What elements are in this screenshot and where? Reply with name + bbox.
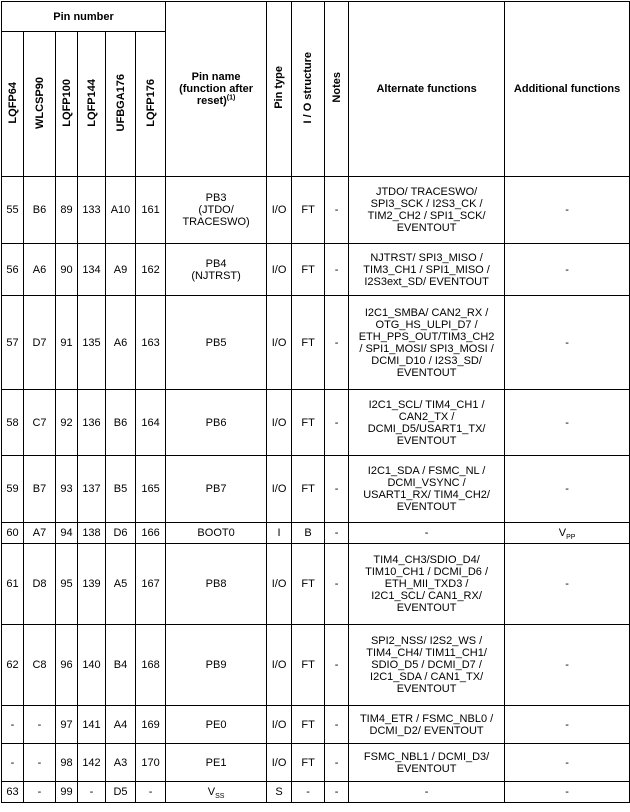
cell-pin-name: PB3 (JTDO/ TRACESWO) (166, 177, 267, 244)
cell-lqfp64: 56 (2, 244, 24, 296)
cell-lqfp144: 139 (78, 544, 106, 625)
cell-lqfp64: 63 (2, 782, 24, 803)
cell-alternate-functions: I2C1_SDA / FSMC_NL / DCMI_VSYNC / USART1_RX/ TIM4_CH2/ EVENTOUT (349, 456, 505, 523)
cell-io-structure: B (292, 523, 325, 544)
cell-pin-name: PB4 (NJTRST) (166, 244, 267, 296)
cell-ufbga176: A4 (106, 706, 136, 744)
cell-lqfp100: 95 (56, 544, 78, 625)
cell-wlcsp90: D8 (24, 544, 56, 625)
cell-lqfp176: 162 (136, 244, 166, 296)
cell-lqfp144: 136 (78, 390, 106, 456)
cell-ufbga176: A5 (106, 544, 136, 625)
cell-notes: - (325, 744, 349, 782)
cell-additional-functions: - (505, 390, 630, 456)
cell-alternate-functions: FSMC_NBL1 / DCMI_D3/ EVENTOUT (349, 744, 505, 782)
cell-pin-name: PE1 (166, 744, 267, 782)
cell-alternate-functions: NJTRST/ SPI3_MISO / TIM3_CH1 / SPI1_MISO / I2S3ext_SD/ EVENTOUT (349, 244, 505, 296)
package-header-lqfp176: LQFP176 (136, 32, 166, 177)
cell-wlcsp90: A6 (24, 244, 56, 296)
cell-notes: - (325, 523, 349, 544)
cell-io-structure: FT (292, 296, 325, 390)
cell-lqfp100: 91 (56, 296, 78, 390)
package-header-wlcsp90: WLCSP90 (24, 32, 56, 177)
cell-lqfp100: 93 (56, 456, 78, 523)
cell-lqfp64: 57 (2, 296, 24, 390)
cell-io-structure: FT (292, 177, 325, 244)
cell-additional-functions: - (505, 744, 630, 782)
cell-pin-type: I/O (267, 244, 292, 296)
table-row (2, 296, 630, 390)
cell-lqfp144: 133 (78, 177, 106, 244)
cell-notes: - (325, 296, 349, 390)
notes-header: Notes (325, 2, 349, 177)
cell-io-structure: - (292, 782, 325, 803)
cell-ufbga176: B5 (106, 456, 136, 523)
cell-lqfp100: 99 (56, 782, 78, 803)
cell-ufbga176: A9 (106, 244, 136, 296)
cell-wlcsp90: C8 (24, 625, 56, 706)
table-row (2, 706, 630, 744)
cell-pin-type: I/O (267, 177, 292, 244)
cell-alternate-functions: TIM4_CH3/SDIO_D4/ TIM10_CH1 / DCMI_D6 / ETH_MII_TXD3 / I2C1_SCL/ CAN1_RX/ EVENTOUT (349, 544, 505, 625)
cell-wlcsp90: B6 (24, 177, 56, 244)
cell-wlcsp90: - (24, 782, 56, 803)
package-header-lqfp100: LQFP100 (56, 32, 78, 177)
cell-pin-name: PB7 (166, 456, 267, 523)
cell-pin-type: I/O (267, 390, 292, 456)
cell-lqfp64: 59 (2, 456, 24, 523)
cell-io-structure: FT (292, 706, 325, 744)
cell-lqfp176: 167 (136, 544, 166, 625)
cell-lqfp144: 141 (78, 706, 106, 744)
pin-name-header: Pin name (function after reset)$^{(1)}$ (166, 2, 267, 177)
cell-pin-name: PB8 (166, 544, 267, 625)
cell-ufbga176: A10 (106, 177, 136, 244)
pin-type-header: Pin type (267, 2, 292, 177)
cell-pin-name: PB6 (166, 390, 267, 456)
table-row (2, 390, 630, 456)
cell-lqfp176: 170 (136, 744, 166, 782)
cell-notes: - (325, 706, 349, 744)
cell-wlcsp90: - (24, 744, 56, 782)
table-row (2, 244, 630, 296)
table-row (2, 177, 630, 244)
cell-lqfp144: 137 (78, 456, 106, 523)
cell-lqfp176: 166 (136, 523, 166, 544)
cell-wlcsp90: B7 (24, 456, 56, 523)
cell-io-structure: FT (292, 456, 325, 523)
cell-pin-name: PB5 (166, 296, 267, 390)
cell-ufbga176: D5 (106, 782, 136, 803)
cell-lqfp176: 168 (136, 625, 166, 706)
cell-ufbga176: A3 (106, 744, 136, 782)
cell-pin-type: I/O (267, 544, 292, 625)
cell-notes: - (325, 390, 349, 456)
table-row (2, 782, 630, 803)
package-header-lqfp64: LQFP64 (2, 32, 24, 177)
cell-wlcsp90: - (24, 706, 56, 744)
table-row (2, 625, 630, 706)
cell-lqfp176: 163 (136, 296, 166, 390)
cell-lqfp144: 142 (78, 744, 106, 782)
cell-ufbga176: B4 (106, 625, 136, 706)
cell-pin-name: PB9 (166, 625, 267, 706)
cell-lqfp176: 161 (136, 177, 166, 244)
cell-io-structure: FT (292, 744, 325, 782)
cell-lqfp64: - (2, 744, 24, 782)
pin-number-group-header: Pin number (2, 2, 166, 32)
cell-lqfp176: 169 (136, 706, 166, 744)
cell-notes: - (325, 782, 349, 803)
cell-lqfp64: 60 (2, 523, 24, 544)
cell-ufbga176: B6 (106, 390, 136, 456)
cell-pin-type: I/O (267, 456, 292, 523)
cell-pin-type: S (267, 782, 292, 803)
cell-pin-name: BOOT0 (166, 523, 267, 544)
cell-lqfp144: 140 (78, 625, 106, 706)
cell-lqfp64: 61 (2, 544, 24, 625)
cell-pin-type: I/O (267, 625, 292, 706)
cell-wlcsp90: D7 (24, 296, 56, 390)
cell-additional-functions: - (505, 177, 630, 244)
cell-alternate-functions: JTDO/ TRACESWO/ SPI3_SCK / I2S3_CK / TIM2_CH2 / SPI1_SCK/ EVENTOUT (349, 177, 505, 244)
cell-additional-functions: $V_{PP}$ (505, 523, 630, 544)
cell-lqfp100: 98 (56, 744, 78, 782)
alternate-functions-header: Alternate functions (349, 2, 505, 177)
cell-ufbga176: D6 (106, 523, 136, 544)
table-row (2, 523, 630, 544)
cell-io-structure: FT (292, 390, 325, 456)
cell-ufbga176: A6 (106, 296, 136, 390)
cell-lqfp176: - (136, 782, 166, 803)
table-row (2, 544, 630, 625)
cell-notes: - (325, 625, 349, 706)
cell-alternate-functions: SPI2_NSS/ I2S2_WS / TIM4_CH4/ TIM11_CH1/ SDIO_D5 / DCMI_D7 / I2C1_SDA / CAN1_TX/ EVENTOUT (349, 625, 505, 706)
cell-additional-functions: - (505, 782, 630, 803)
cell-pin-type: I (267, 523, 292, 544)
cell-lqfp100: 90 (56, 244, 78, 296)
additional-functions-header: Additional functions (505, 2, 630, 177)
cell-wlcsp90: A7 (24, 523, 56, 544)
cell-notes: - (325, 544, 349, 625)
cell-notes: - (325, 244, 349, 296)
cell-lqfp100: 94 (56, 523, 78, 544)
cell-alternate-functions: I2C1_SMBA/ CAN2_RX / OTG_HS_ULPI_D7 / ETH_PPS_OUT/TIM3_CH2 / SPI1_MOSI/ SPI3_MOSI / DCMI_D10 / I2S3_SD/ EVENTOUT (349, 296, 505, 390)
cell-lqfp176: 165 (136, 456, 166, 523)
cell-lqfp100: 96 (56, 625, 78, 706)
cell-lqfp144: 138 (78, 523, 106, 544)
cell-additional-functions: - (505, 544, 630, 625)
cell-additional-functions: - (505, 706, 630, 744)
cell-pin-type: I/O (267, 706, 292, 744)
cell-pin-type: I/O (267, 744, 292, 782)
cell-lqfp100: 92 (56, 390, 78, 456)
cell-lqfp100: 97 (56, 706, 78, 744)
cell-alternate-functions: - (349, 782, 505, 803)
package-header-ufbga176: UFBGA176 (106, 32, 136, 177)
cell-additional-functions: - (505, 244, 630, 296)
cell-additional-functions: - (505, 296, 630, 390)
io-structure-header: I / O structure (292, 2, 325, 177)
cell-lqfp64: 55 (2, 177, 24, 244)
cell-lqfp144: 135 (78, 296, 106, 390)
cell-pin-name: $V_{SS}$ (166, 782, 267, 803)
cell-lqfp64: 62 (2, 625, 24, 706)
cell-additional-functions: - (505, 625, 630, 706)
cell-lqfp64: - (2, 706, 24, 744)
cell-io-structure: FT (292, 625, 325, 706)
cell-pin-name: PE0 (166, 706, 267, 744)
cell-io-structure: FT (292, 544, 325, 625)
cell-alternate-functions: - (349, 523, 505, 544)
cell-lqfp144: - (78, 782, 106, 803)
cell-io-structure: FT (292, 244, 325, 296)
cell-lqfp100: 89 (56, 177, 78, 244)
cell-alternate-functions: TIM4_ETR / FSMC_NBL0 / DCMI_D2/ EVENTOUT (349, 706, 505, 744)
cell-notes: - (325, 177, 349, 244)
pinout-table (1, 1, 630, 803)
cell-lqfp144: 134 (78, 244, 106, 296)
cell-lqfp64: 58 (2, 390, 24, 456)
table-row (2, 456, 630, 523)
table-row (2, 744, 630, 782)
cell-notes: - (325, 456, 349, 523)
cell-alternate-functions: I2C1_SCL/ TIM4_CH1 / CAN2_TX / DCMI_D5/USART1_TX/ EVENTOUT (349, 390, 505, 456)
cell-lqfp176: 164 (136, 390, 166, 456)
cell-additional-functions: - (505, 456, 630, 523)
cell-wlcsp90: C7 (24, 390, 56, 456)
package-header-lqfp144: LQFP144 (78, 32, 106, 177)
cell-pin-type: I/O (267, 296, 292, 390)
